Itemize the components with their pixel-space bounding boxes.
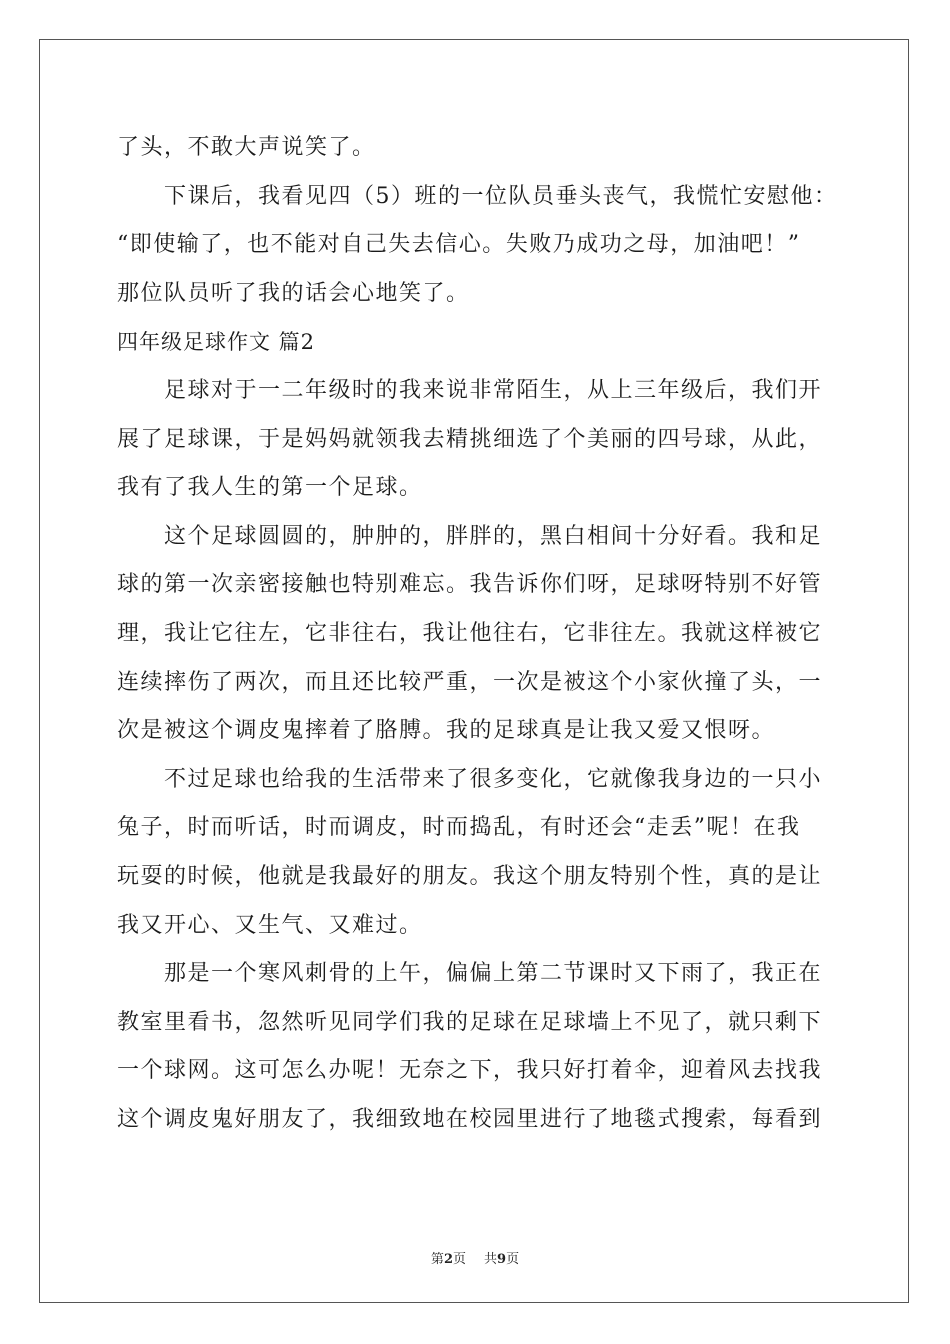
text-line: 这个调皮鬼好朋友了，我细致地在校园里进行了地毯式搜索，每看到 [117, 1106, 823, 1132]
paragraph-start: 那是一个寒风刺骨的上午，偏偏上第二节课时又下雨了，我正在 [164, 961, 823, 987]
document-body [117, 124, 838, 1144]
paragraph-start: 这个足球圆圆的，肿肿的，胖胖的，黑白相间十分好看。我和足 [164, 523, 823, 549]
text-line: 展了足球课，于是妈妈就领我去精挑细选了个美丽的四号球，从此， [117, 426, 823, 452]
text-line: 了头，不敢大声说笑了。 [117, 135, 376, 160]
text-line: 那位队员听了我的话会心地笑了。 [117, 280, 470, 306]
text-line: “即使输了，也不能对自己失去信心。失败乃成功之母，加油吧！” [117, 232, 801, 258]
text-line: 兔子，时而听话，时而调皮，时而捣乱，有时还会“走丢”呢！在我 [117, 815, 801, 841]
text-line: 一个球网。这可怎么办呢！无奈之下，我只好打着伞，迎着风去找我 [117, 1058, 823, 1084]
text-line: 我又开心、又生气、又难过。 [117, 912, 423, 938]
text-line: 次是被这个调皮鬼摔着了胳膊。我的足球真是让我又爱又恨呀。 [117, 718, 776, 744]
text-line: 我有了我人生的第一个足球。 [117, 475, 423, 501]
page-footer [0, 1248, 950, 1267]
text-line: 球的第一次亲密接触也特别难忘。我告诉你们呀，足球呀特别不好管 [117, 572, 823, 598]
text-line: 连续摔伤了两次，而且还比较严重，一次是被这个小家伙撞了头，一 [117, 669, 823, 695]
page-number: 第2页 [430, 1252, 466, 1267]
text-line: 教室里看书，忽然听见同学们我的足球在足球墙上不见了，就只剩下 [117, 1009, 823, 1035]
page-total: 共9页 [484, 1252, 520, 1267]
paragraph-start: 下课后，我看见四（5）班的一位队员垂头丧气，我慌忙安慰他： [164, 183, 838, 209]
paragraph-start: 足球对于一二年级时的我来说非常陌生，从上三年级后，我们开 [164, 377, 823, 403]
text-line: 玩耍的时候，他就是我最好的朋友。我这个朋友特别个性，真的是让 [117, 863, 823, 889]
section-heading: 四年级足球作文 篇2 [117, 330, 316, 355]
text-line: 理，我让它往左，它非往右，我让他往右，它非往左。我就这样被它 [117, 620, 823, 646]
paragraph-start: 不过足球也给我的生活带来了很多变化，它就像我身边的一只小 [164, 766, 823, 792]
